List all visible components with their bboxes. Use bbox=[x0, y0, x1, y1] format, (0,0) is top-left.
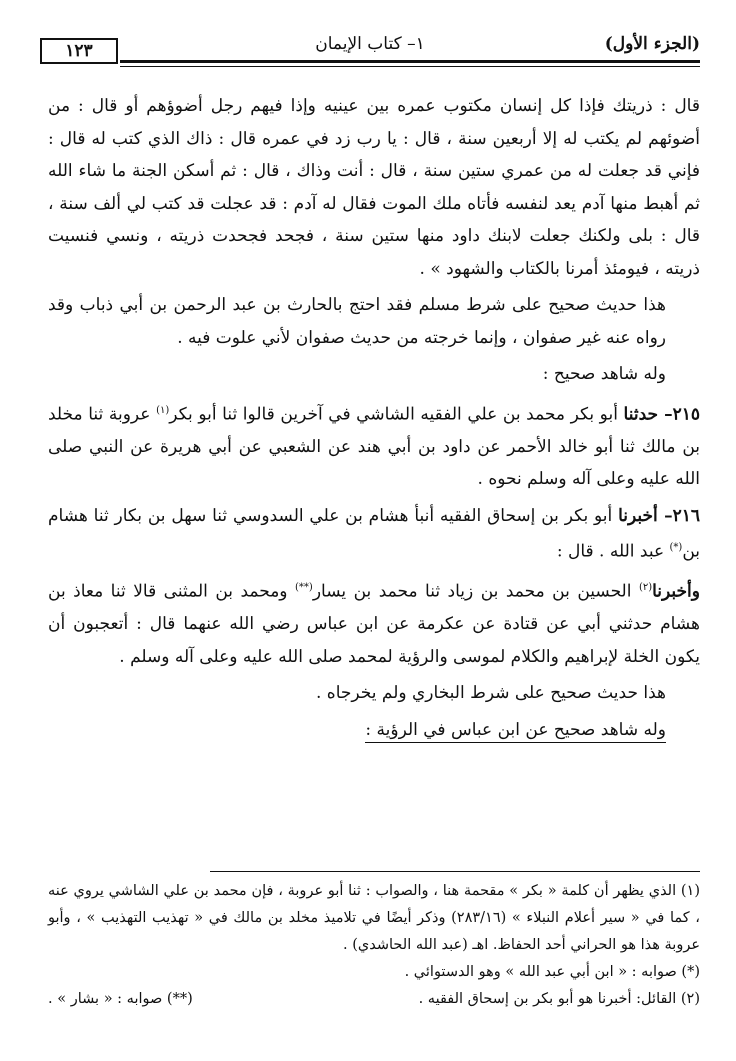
hadith-216-text-a: أبو بكر بن إسحاق الفقيه أنبأ هشام بن علي السدوسي ثنا سهل بن بكار ثنا هشام بن bbox=[48, 505, 700, 562]
akhbarana-paragraph bbox=[48, 572, 700, 673]
part-title: (الجزء الأول) bbox=[604, 34, 700, 54]
chapter-title: ١– كتاب الإيمان bbox=[315, 34, 425, 54]
hadith-216-label: ٢١٦– أخبرنا bbox=[618, 505, 700, 526]
paragraph-1: قال : ذريتك فإذا كل إنسان مكتوب عمره بين عينيه وإذا فيهم رجل أضوؤهم أو قال : من أضوئهم لم يكتب له إلا أربعين سنة ، قال : يا رب زد في عمره قال : ذاك الذي كتب له قال : فإني قد جعلت له من عمري ستين سنة ، قال : أنت وذاك ، قال : ثم أسكن الجنة ما شاء الله ثم أهبط منها آدم يعد لنفسه فأتاه ملك الموت فقال له آدم : قد عجلت قد كتب لي ألف سنة ، قال : بلى ولكنك جعلت لابنك داود منها ستين سنة ، فجحد فجحدت ذريته ، ونسي فنسيت ذريته ، فيومئذ أمرنا بالكتاب والشهود » . bbox=[48, 96, 700, 279]
footnote-1: (١) الذي يظهر أن كلمة « بكر » مقحمة هنا ، والصواب : ثنا أبو عروبة ، فإن محمد بن علي الشاشي يروي عنه ، كما في « سير أعلام النبلاء » (٢٨٣/١٦) وذكر أيضًا في تلاميذ مخلد بن مالك في « تهذيب التهذيب » ، وأبو عروبة هذا هو الحراني أحد الحفاظ. اهـ (عبد الله الحاشدي) . bbox=[48, 883, 700, 953]
hadith-215-label: ٢١٥– حدثنا bbox=[623, 404, 701, 425]
hadith-216-text-b: عبد الله . قال : bbox=[556, 541, 665, 562]
paragraph-5-text: وله شاهد صحيح عن ابن عباس في الرؤية : bbox=[365, 720, 666, 743]
paragraph-5 bbox=[48, 714, 700, 747]
akhbarana-text-b: ومحمد بن المثنى قالا ثنا معاذ بن هشام حدثني أبي عن قتادة عن عكرمة عن ابن عباس رضي الله عنهما قال : أتعجبون أن يكون الخلة لإبراهيم والكلام لموسى والرؤية لمحمد صلى الله عليه وعلى آله وسلم . bbox=[48, 581, 700, 667]
paragraph-4: هذا حديث صحيح على شرط البخاري ولم يخرجاه . bbox=[316, 683, 666, 704]
page-number: ١٢٣ bbox=[40, 38, 118, 64]
header-rule-thick bbox=[120, 60, 700, 63]
footnote-ref-2[interactable]: (٢) bbox=[638, 582, 653, 594]
footnotes bbox=[48, 878, 700, 1013]
header-rule-thin bbox=[120, 66, 700, 67]
hadith-215 bbox=[48, 395, 700, 496]
hadith-216 bbox=[48, 500, 700, 569]
footnote-row-last bbox=[48, 986, 700, 1013]
page-header bbox=[40, 30, 700, 74]
footnote-star: (*) صوابه : « ابن أبي عبد الله » وهو الدستوائي . bbox=[404, 964, 700, 980]
akhbarana-text-a: الحسين بن محمد بن زياد ثنا محمد بن يسار bbox=[312, 581, 632, 602]
footnote-ref-1[interactable]: (١) bbox=[156, 404, 170, 416]
footnote-ref-star[interactable]: (*) bbox=[669, 542, 683, 554]
hadith-215-text-b: عروبة ثنا مخلد بن مالك ثنا أبو خالد الأحمر عن داود بن أبي هند عن الشعبي عن أبي هريرة عن النبي صلى الله عليه وعلى آله وسلم نحوه . bbox=[48, 404, 700, 490]
main-text bbox=[48, 90, 700, 746]
paragraph-2: هذا حديث صحيح على شرط مسلم فقد احتج بالحارث بن عبد الرحمن بن أبي ذباب وقد رواه عنه غير صفوان ، وإنما خرجته من حديث صفوان لأني علوت فيه . bbox=[48, 295, 666, 348]
footnote-2: (٢) القائل: أخبرنا هو أبو بكر بن إسحاق الفقيه . bbox=[418, 991, 700, 1007]
footnote-ref-starstar[interactable]: (**) bbox=[295, 582, 313, 594]
hadith-215-text-a: أبو بكر محمد بن علي الفقيه الشاشي في آخرين قالوا ثنا أبو بكر bbox=[169, 404, 618, 425]
footnote-divider bbox=[210, 871, 700, 872]
akhbarana-label: وأخبرنا bbox=[652, 581, 700, 602]
paragraph-3: وله شاهد صحيح : bbox=[542, 364, 666, 384]
footnote-starstar: (**) صوابه : « بشار » . bbox=[48, 991, 193, 1007]
